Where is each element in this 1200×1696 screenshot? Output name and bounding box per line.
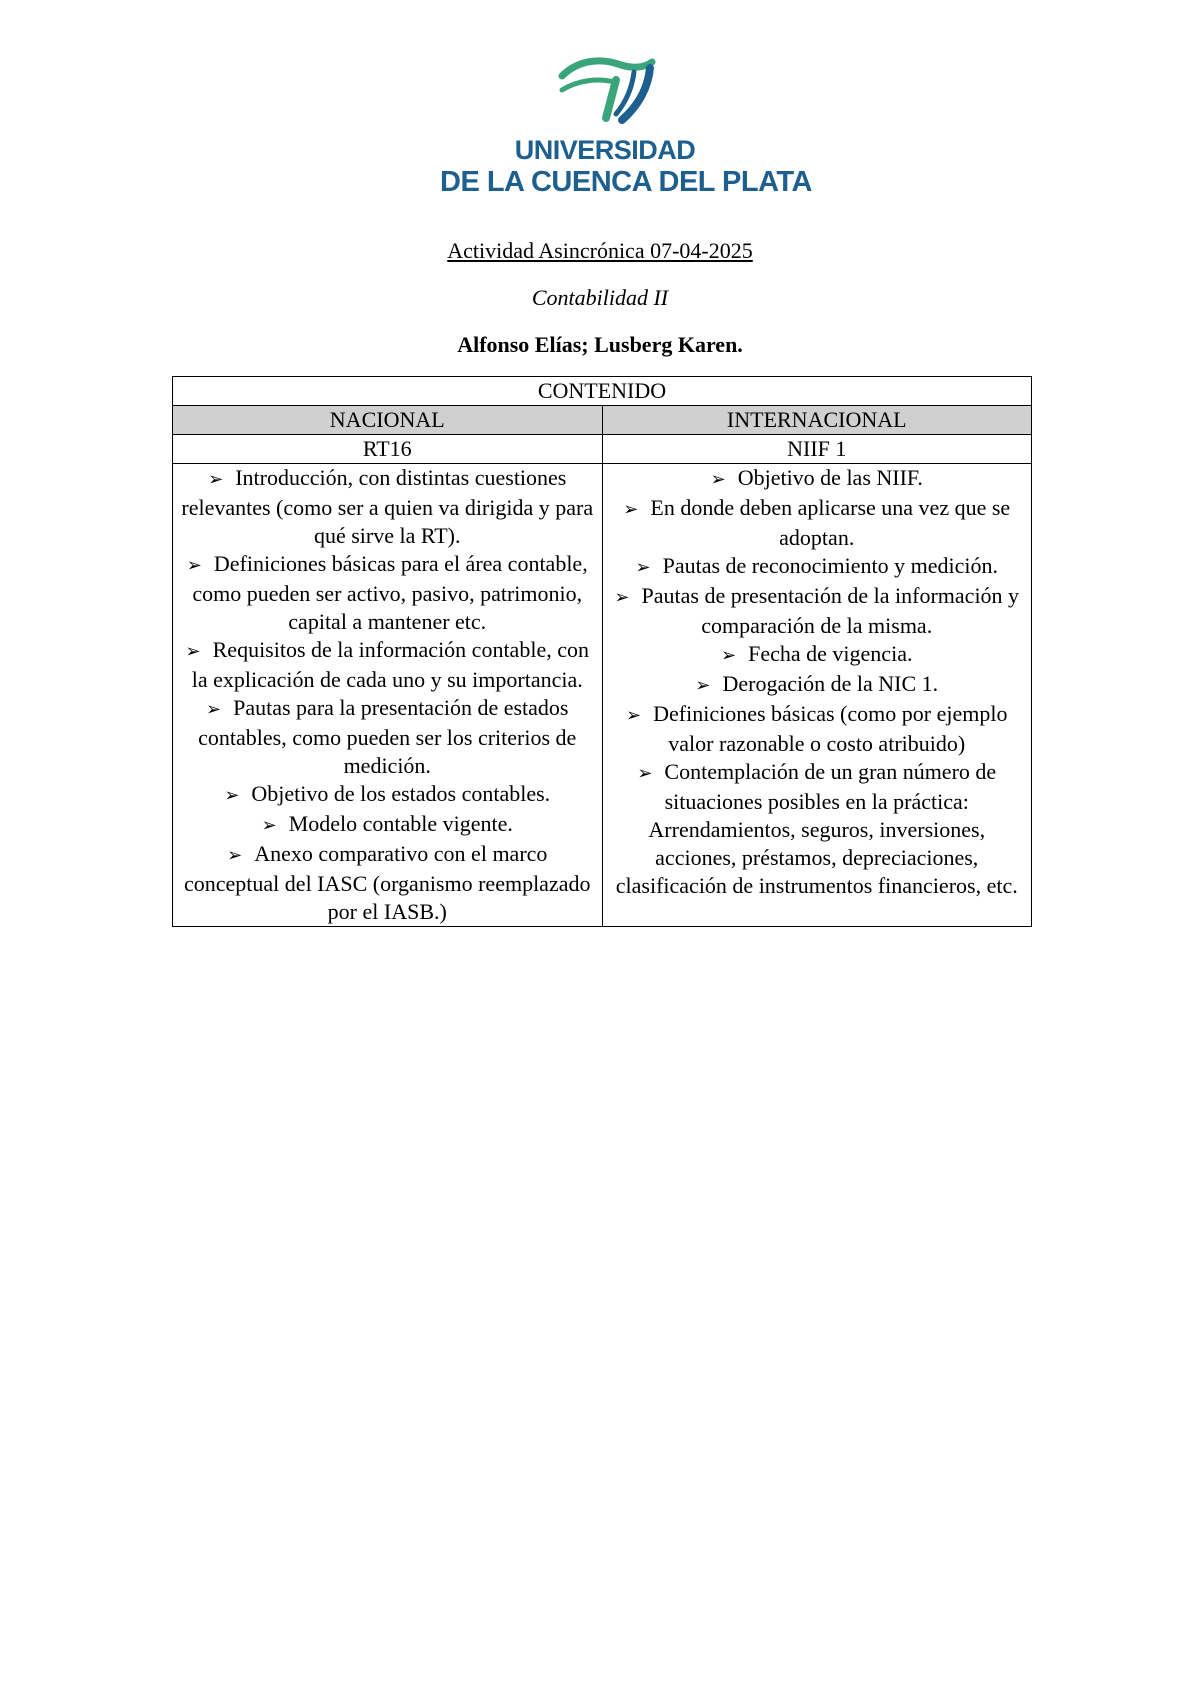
- list-item: ➢ Derogación de la NIC 1.: [609, 670, 1026, 700]
- list-item: ➢ Introducción, con distintas cuestiones relevantes (como ser a quien va dirigida y para qué sirve la RT).: [181, 465, 594, 548]
- arrow-bullet-icon: ➢: [626, 705, 642, 726]
- content-table: [172, 376, 1032, 927]
- column-heading-row: [173, 406, 1032, 435]
- table-title: CONTENIDO: [173, 377, 1032, 406]
- list-item: ➢ Contemplación de un gran número de situaciones posibles en la práctica: Arrendamientos, seguros, inversiones, acciones, préstamos, depreciaciones, clasificación de instrumentos financieros, etc.: [615, 759, 1018, 898]
- list-item: ➢ En donde deben aplicarse una vez que se adoptan.: [623, 495, 1011, 550]
- list-item: ➢ Objetivo de las NIIF.: [609, 464, 1026, 494]
- nacional-items-cell: [173, 464, 603, 927]
- arrow-bullet-icon: ➢: [185, 641, 201, 662]
- arrow-bullet-icon: ➢: [224, 785, 240, 806]
- subject-title: Contabilidad II: [531, 285, 669, 310]
- standard-nacional: RT16: [173, 435, 603, 464]
- standard-row: [173, 435, 1032, 464]
- arrow-bullet-icon: ➢: [186, 555, 202, 576]
- arrow-bullet-icon: ➢: [721, 645, 737, 666]
- list-item: ➢ Modelo contable vigente.: [179, 810, 596, 840]
- table-title-row: [173, 377, 1032, 406]
- column-heading-internacional: INTERNACIONAL: [602, 406, 1032, 435]
- list-item: ➢ Objetivo de los estados contables.: [179, 780, 596, 810]
- logo-emblem-icon: [440, 52, 770, 132]
- list-item: ➢ Definiciones básicas (como por ejemplo valor razonable o costo atribuido): [626, 701, 1008, 756]
- activity-title: Actividad Asincrónica 07-04-2025: [447, 238, 753, 263]
- arrow-bullet-icon: ➢: [623, 499, 639, 520]
- items-row: [173, 464, 1032, 927]
- arrow-bullet-icon: ➢: [635, 557, 651, 578]
- list-item: ➢ Fecha de vigencia.: [609, 640, 1026, 670]
- arrow-bullet-icon: ➢: [227, 845, 243, 866]
- column-heading-nacional: NACIONAL: [173, 406, 603, 435]
- arrow-bullet-icon: ➢: [208, 469, 224, 490]
- logo-text-line2: DE LA CUENCA DEL PLATA: [440, 166, 812, 198]
- list-item: ➢ Pautas de reconocimiento y medición.: [609, 552, 1026, 582]
- list-item: ➢ Requisitos de la información contable, con la explicación de cada uno y su importancia.: [185, 637, 589, 692]
- logo-text-line1: UNIVERSIDAD: [514, 135, 696, 165]
- list-item: ➢ Pautas de presentación de la información y comparación de la misma.: [614, 583, 1020, 638]
- university-logo: [440, 52, 812, 202]
- arrow-bullet-icon: ➢: [614, 587, 630, 608]
- arrow-bullet-icon: ➢: [637, 763, 653, 784]
- arrow-bullet-icon: ➢: [261, 815, 277, 836]
- list-item: ➢ Pautas para la presentación de estados contables, como pueden ser los criterios de medición.: [198, 695, 577, 778]
- standard-internacional: NIIF 1: [602, 435, 1032, 464]
- list-item: ➢ Definiciones básicas para el área contable, como pueden ser activo, pasivo, patrimonio, capital a mantener etc.: [186, 551, 588, 634]
- list-item: ➢ Anexo comparativo con el marco conceptual del IASC (organismo reemplazado por el IASB.): [184, 841, 591, 924]
- arrow-bullet-icon: ➢: [710, 469, 726, 490]
- internacional-items-cell: [602, 464, 1032, 927]
- arrow-bullet-icon: ➢: [695, 675, 711, 696]
- arrow-bullet-icon: ➢: [206, 699, 222, 720]
- authors-line: Alfonso Elías; Lusberg Karen.: [457, 332, 743, 357]
